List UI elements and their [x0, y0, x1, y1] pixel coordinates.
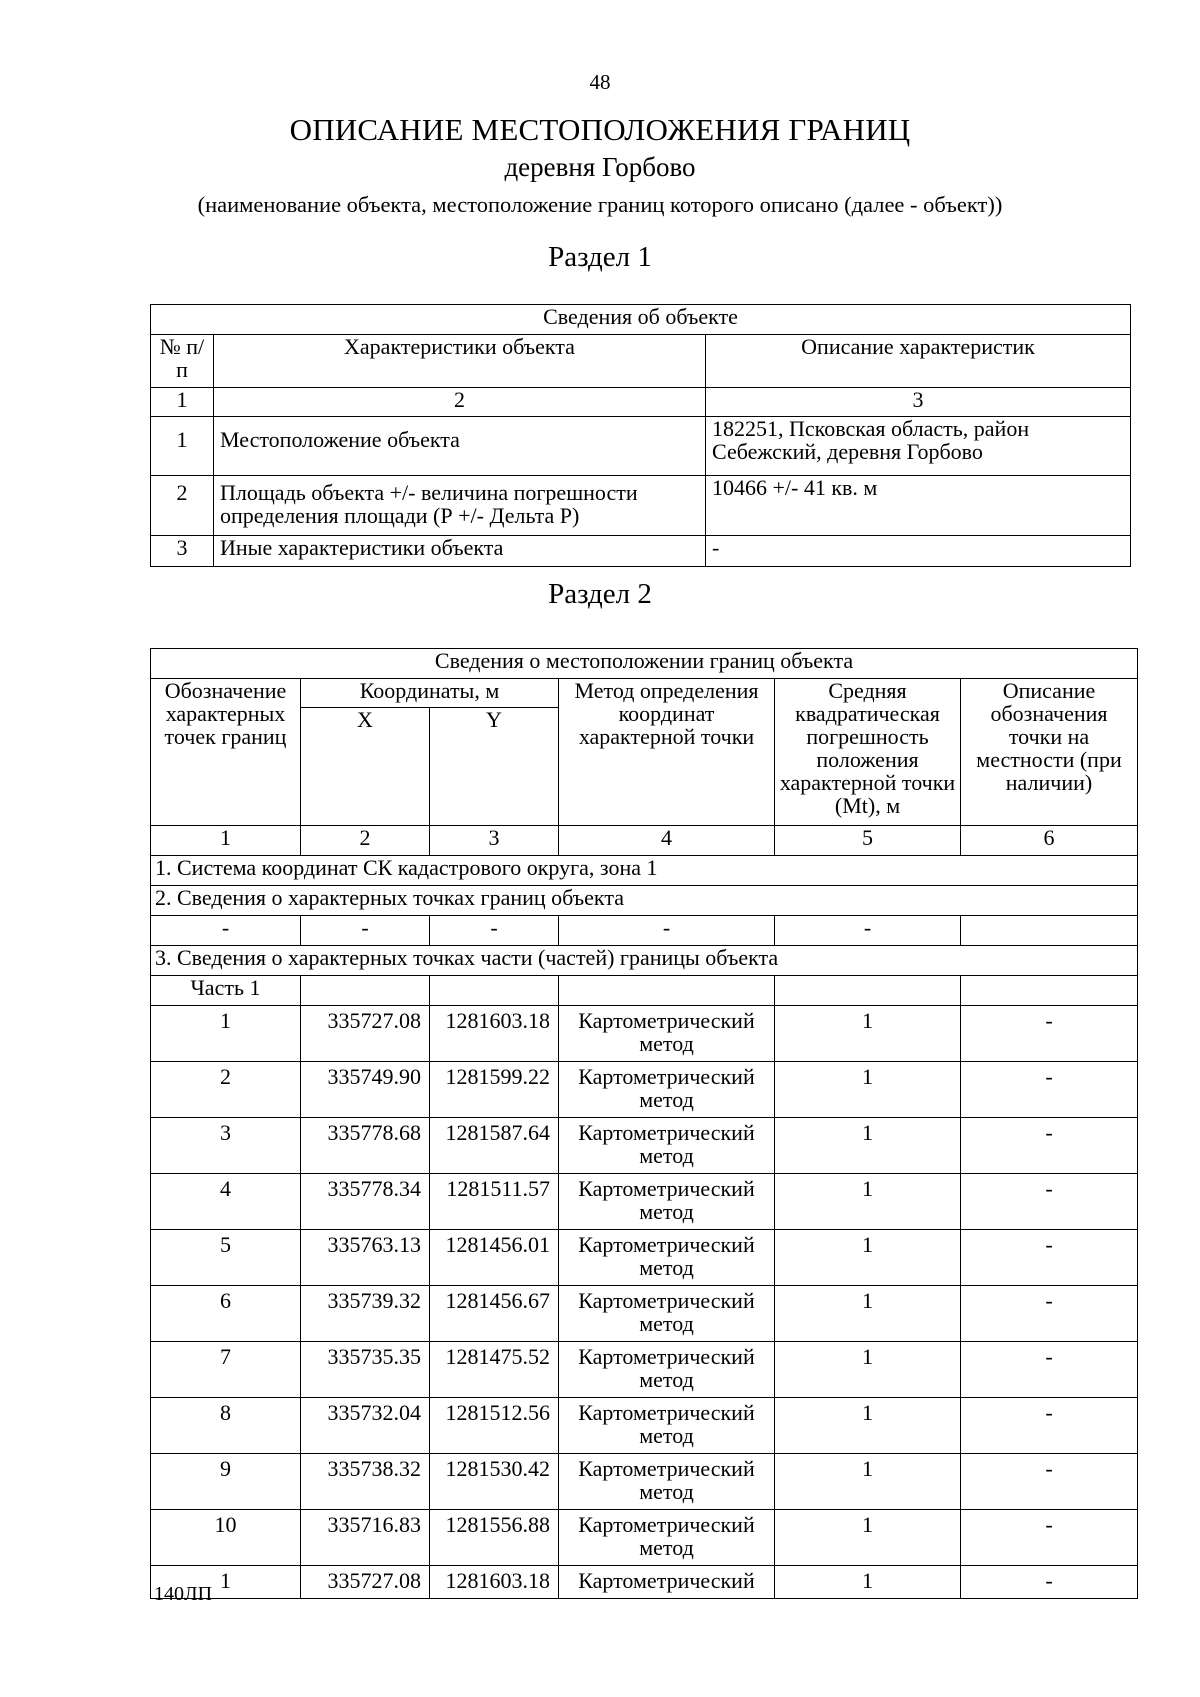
point-description: - [961, 1286, 1138, 1342]
point-x: 335749.90 [301, 1062, 430, 1118]
column-number: 3 [430, 826, 559, 856]
document-note: (наименование объекта, местоположение границ которого описано (далее - объект)) [197, 192, 1003, 217]
point-description: - [961, 1342, 1138, 1398]
column-number: 6 [961, 826, 1138, 856]
point-description: - [961, 1398, 1138, 1454]
header-y: Y [430, 708, 559, 826]
table-row [151, 1062, 1138, 1118]
object-info-table [150, 304, 1131, 567]
point-description: - [961, 1174, 1138, 1230]
point-error: 1 [775, 1230, 961, 1286]
table-row [151, 1174, 1138, 1230]
point-method: Картометрический метод [559, 1454, 775, 1510]
point-description: - [961, 1510, 1138, 1566]
point-method: Картометрический метод [559, 1398, 775, 1454]
header-characteristics: Характеристики объекта [214, 335, 706, 388]
point-number: 1 [151, 1566, 301, 1599]
point-method: Картометрический метод [559, 1230, 775, 1286]
point-y: 1281587.64 [430, 1118, 559, 1174]
point-method: Картометрический метод [559, 1342, 775, 1398]
point-y: 1281530.42 [430, 1454, 559, 1510]
point-description: - [961, 1062, 1138, 1118]
boundary-points-line: 2. Сведения о характерных точках границ объекта [151, 886, 1138, 916]
point-y: 1281556.88 [430, 1510, 559, 1566]
document-subtitle: деревня Горбово [504, 152, 696, 182]
table-row [151, 476, 1131, 536]
table-row [151, 1118, 1138, 1174]
boundary-points-table [150, 648, 1138, 1599]
table-row [151, 1566, 1138, 1599]
point-x: 335727.08 [301, 1566, 430, 1599]
table-row [151, 916, 1138, 946]
table-row [151, 1510, 1138, 1566]
point-error: 1 [775, 1118, 961, 1174]
empty-cell [301, 976, 430, 1006]
empty-cell: - [151, 916, 301, 946]
point-x: 335739.32 [301, 1286, 430, 1342]
point-number: 4 [151, 1174, 301, 1230]
point-error: 1 [775, 1342, 961, 1398]
point-error: 1 [775, 1062, 961, 1118]
point-error: 1 [775, 1566, 961, 1599]
point-number: 7 [151, 1342, 301, 1398]
row-name: Иные характеристики объекта [214, 536, 706, 567]
empty-cell: - [559, 916, 775, 946]
point-y: 1281603.18 [430, 1566, 559, 1599]
row-name: Площадь объекта +/- величина погрешности определения площади (Р +/- Дельта Р) [214, 476, 706, 536]
table-row [151, 1398, 1138, 1454]
point-x: 335738.32 [301, 1454, 430, 1510]
header-number: № п/п [151, 335, 214, 388]
page-number: 48 [589, 70, 611, 94]
point-method: Картометрический метод [559, 1062, 775, 1118]
point-error: 1 [775, 1510, 961, 1566]
table-row [151, 417, 1131, 476]
header-x: X [301, 708, 430, 826]
point-x: 335778.34 [301, 1174, 430, 1230]
point-method: Картометрический метод [559, 1286, 775, 1342]
point-method: Картометрический метод [559, 1510, 775, 1566]
row-value: 182251, Псковская область, район Себежский, деревня Горбово [706, 417, 1131, 476]
header-error: Средняя квадратическая погрешность положения характерной точки (Mt), м [775, 679, 961, 826]
column-number: 4 [559, 826, 775, 856]
object-info-caption: Сведения об объекте [151, 305, 1131, 335]
point-y: 1281511.57 [430, 1174, 559, 1230]
table-row [151, 1286, 1138, 1342]
point-description: - [961, 1230, 1138, 1286]
table-row [151, 1230, 1138, 1286]
column-number: 2 [214, 388, 706, 417]
point-method: Картометрический метод [559, 1006, 775, 1062]
document-title: ОПИСАНИЕ МЕСТОПОЛОЖЕНИЯ ГРАНИЦ [289, 112, 911, 147]
point-method: Картометрический метод [559, 1118, 775, 1174]
point-error: 1 [775, 1174, 961, 1230]
column-number: 1 [151, 388, 214, 417]
point-description: - [961, 1006, 1138, 1062]
point-number: 2 [151, 1062, 301, 1118]
point-description: - [961, 1454, 1138, 1510]
empty-cell: - [301, 916, 430, 946]
point-y: 1281603.18 [430, 1006, 559, 1062]
part-label: Часть 1 [151, 976, 301, 1006]
point-y: 1281456.67 [430, 1286, 559, 1342]
table-row [151, 976, 1138, 1006]
point-x: 335716.83 [301, 1510, 430, 1566]
column-number: 3 [706, 388, 1131, 417]
empty-cell [961, 976, 1138, 1006]
table-row [151, 1006, 1138, 1062]
points-body [151, 1006, 1138, 1599]
row-name: Местоположение объекта [214, 417, 706, 476]
column-number: 2 [301, 826, 430, 856]
point-description: - [961, 1118, 1138, 1174]
point-number: 8 [151, 1398, 301, 1454]
row-value: 10466 +/- 41 кв. м [706, 476, 1131, 536]
column-number: 5 [775, 826, 961, 856]
coordinate-system-line: 1. Система координат СК кадастрового округа, зона 1 [151, 856, 1138, 886]
point-error: 1 [775, 1454, 961, 1510]
header-coordinates: Координаты, м [301, 679, 559, 708]
point-error: 1 [775, 1006, 961, 1062]
point-y: 1281475.52 [430, 1342, 559, 1398]
point-description: - [961, 1566, 1138, 1599]
empty-cell [430, 976, 559, 1006]
table-row [151, 1454, 1138, 1510]
section2-title: Раздел 2 [548, 578, 652, 610]
point-x: 335732.04 [301, 1398, 430, 1454]
row-number: 2 [151, 476, 214, 536]
empty-cell: - [430, 916, 559, 946]
point-y: 1281512.56 [430, 1398, 559, 1454]
point-y: 1281599.22 [430, 1062, 559, 1118]
section1-title: Раздел 1 [548, 241, 652, 273]
row-value: - [706, 536, 1131, 567]
boundary-caption: Сведения о местоположении границ объекта [151, 649, 1138, 679]
empty-cell [775, 976, 961, 1006]
point-number: 10 [151, 1510, 301, 1566]
footer-code: 140ЛП [154, 1583, 213, 1605]
row-number: 1 [151, 417, 214, 476]
point-x: 335735.35 [301, 1342, 430, 1398]
point-error: 1 [775, 1398, 961, 1454]
row-number: 3 [151, 536, 214, 567]
empty-cell [961, 916, 1138, 946]
point-method: Картометрический [559, 1566, 775, 1599]
header-method: Метод определения координат характерной точки [559, 679, 775, 826]
point-x: 335763.13 [301, 1230, 430, 1286]
point-x: 335727.08 [301, 1006, 430, 1062]
point-number: 6 [151, 1286, 301, 1342]
empty-cell [559, 976, 775, 1006]
header-point-description: Описание обозначения точки на местности (при наличии) [961, 679, 1138, 826]
part-points-line: 3. Сведения о характерных точках части (частей) границы объекта [151, 946, 1138, 976]
point-y: 1281456.01 [430, 1230, 559, 1286]
empty-cell: - [775, 916, 961, 946]
point-number: 5 [151, 1230, 301, 1286]
point-number: 3 [151, 1118, 301, 1174]
point-x: 335778.68 [301, 1118, 430, 1174]
header-description: Описание характеристик [706, 335, 1131, 388]
point-error: 1 [775, 1286, 961, 1342]
header-designation: Обозначение характерных точек границ [151, 679, 301, 826]
column-number: 1 [151, 826, 301, 856]
point-number: 9 [151, 1454, 301, 1510]
point-method: Картометрический метод [559, 1174, 775, 1230]
point-number: 1 [151, 1006, 301, 1062]
table-row [151, 536, 1131, 567]
table-row [151, 1342, 1138, 1398]
